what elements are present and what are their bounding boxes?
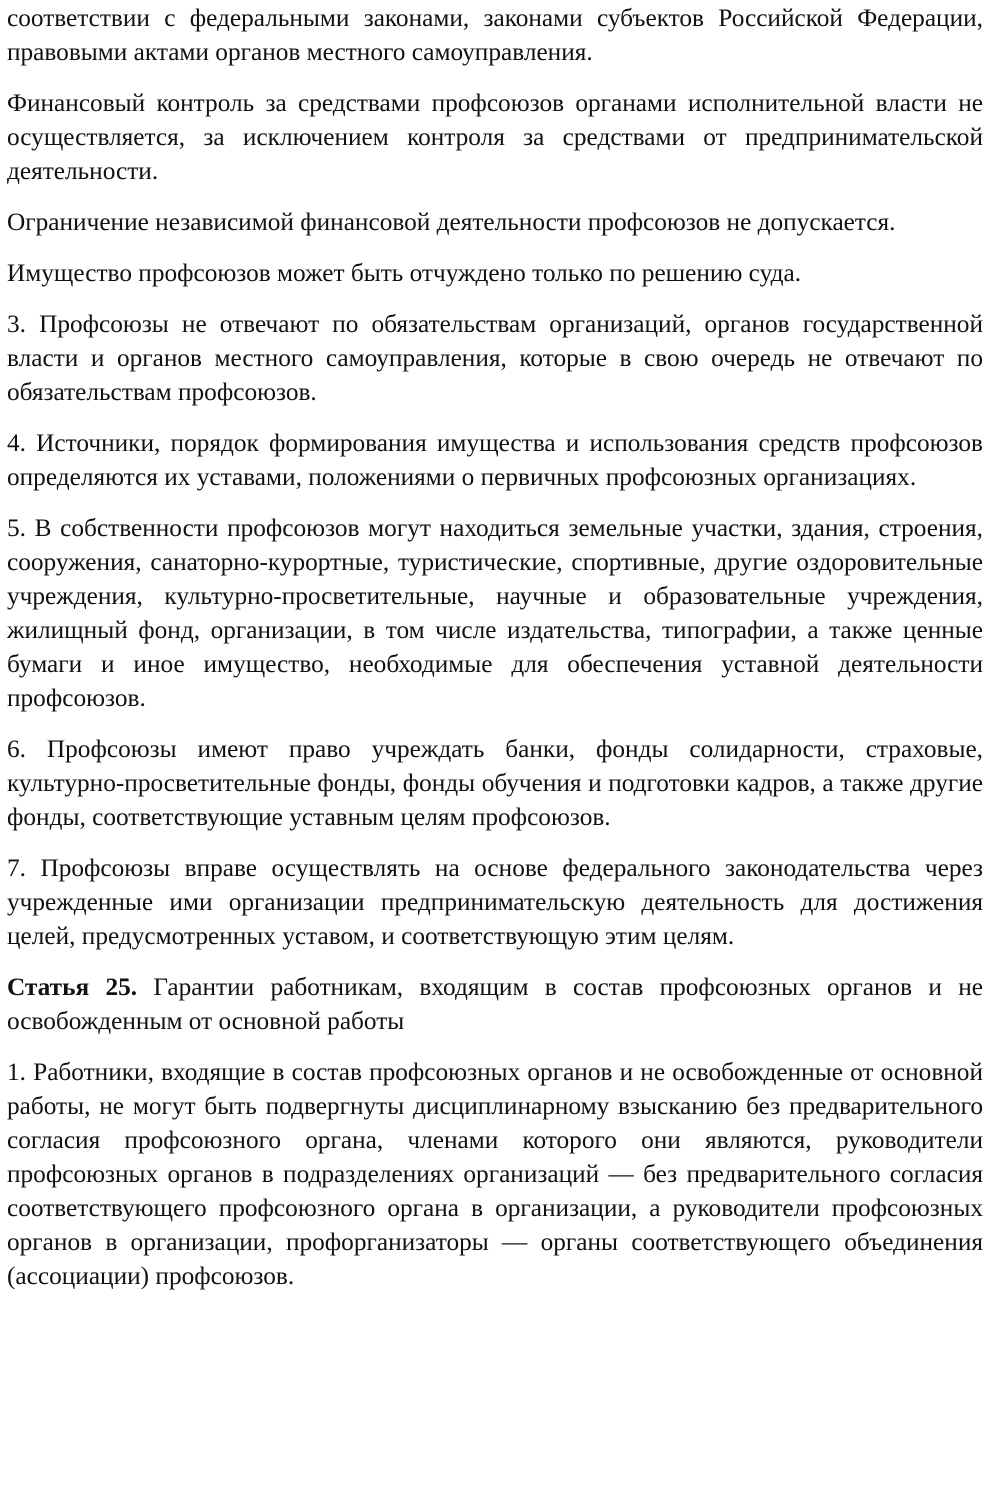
- paragraph-item-6: 6. Профсоюзы имеют право учреждать банки, фонды солидарности, страховые, культурно-просветительные фонды, фонды обучения и подготовки кадров, а также другие фонды, соответствующие уставным целям профсоюзов.: [7, 735, 983, 831]
- article-heading: [7, 970, 983, 1038]
- paragraph-continuation: соответствии с федеральными законами, законами субъектов Российской Федерации, правовыми актами органов местного самоуправления.: [7, 4, 983, 66]
- paragraph-property-alienation: Имущество профсоюзов может быть отчуждено только по решению суда.: [7, 259, 802, 287]
- document-page: [7, 0, 983, 1293]
- paragraph-financial-control: Финансовый контроль за средствами профсоюзов органами исполнительной власти не осуществляется, за исключением контроля за средствами от предпринимательской деятельности.: [7, 89, 983, 185]
- paragraph-item-4: 4. Источники, порядок формирования имущества и использования средств профсоюзов определяются их уставами, положениями о первичных профсоюзных организациях.: [7, 429, 983, 491]
- paragraph-item-3: 3. Профсоюзы не отвечают по обязательствам организаций, органов государственной власти и органов местного самоуправления, которые в свою очередь не отвечают по обязательствам профсоюзов.: [7, 310, 983, 406]
- paragraph-item-7: 7. Профсоюзы вправе осуществлять на основе федерального законодательства через учрежденные ими организации предпринимательскую деятельность для достижения целей, предусмотренных уставом, и соответствующую этим целям.: [7, 854, 983, 950]
- article-paragraph-1: 1. Работники, входящие в состав профсоюзных органов и не освобожденные от основной работы, не могут быть подвергнуты дисциплинарному взысканию без предварительного согласия профсоюзного органа, членами которого они являются, руководители профсоюзных органов в подразделениях организаций — без предварительного согласия соответствующего профсоюзного органа в организации, а руководители профсоюзных органов в организации, профорганизаторы — органы соответствующего объединения (ассоциации) профсоюзов.: [7, 1058, 983, 1290]
- article-label: Статья 25.: [7, 973, 138, 1001]
- article-title: Гарантии работникам, входящим в состав профсоюзных органов и не освобожденным от основной работы: [7, 973, 983, 1035]
- paragraph-financial-limitation: Ограничение независимой финансовой деятельности профсоюзов не допускается.: [7, 208, 896, 236]
- paragraph-item-5: 5. В собственности профсоюзов могут находиться земельные участки, здания, строения, сооружения, санаторно-курортные, туристические, спортивные, другие оздоровительные учреждения, культурно-просветительные, научные и образовательные учреждения, жилищный фонд, организации, в том числе издательства, типографии, а также ценные бумаги и иное имущество, необходимые для обеспечения уставной деятельности профсоюзов.: [7, 514, 983, 712]
